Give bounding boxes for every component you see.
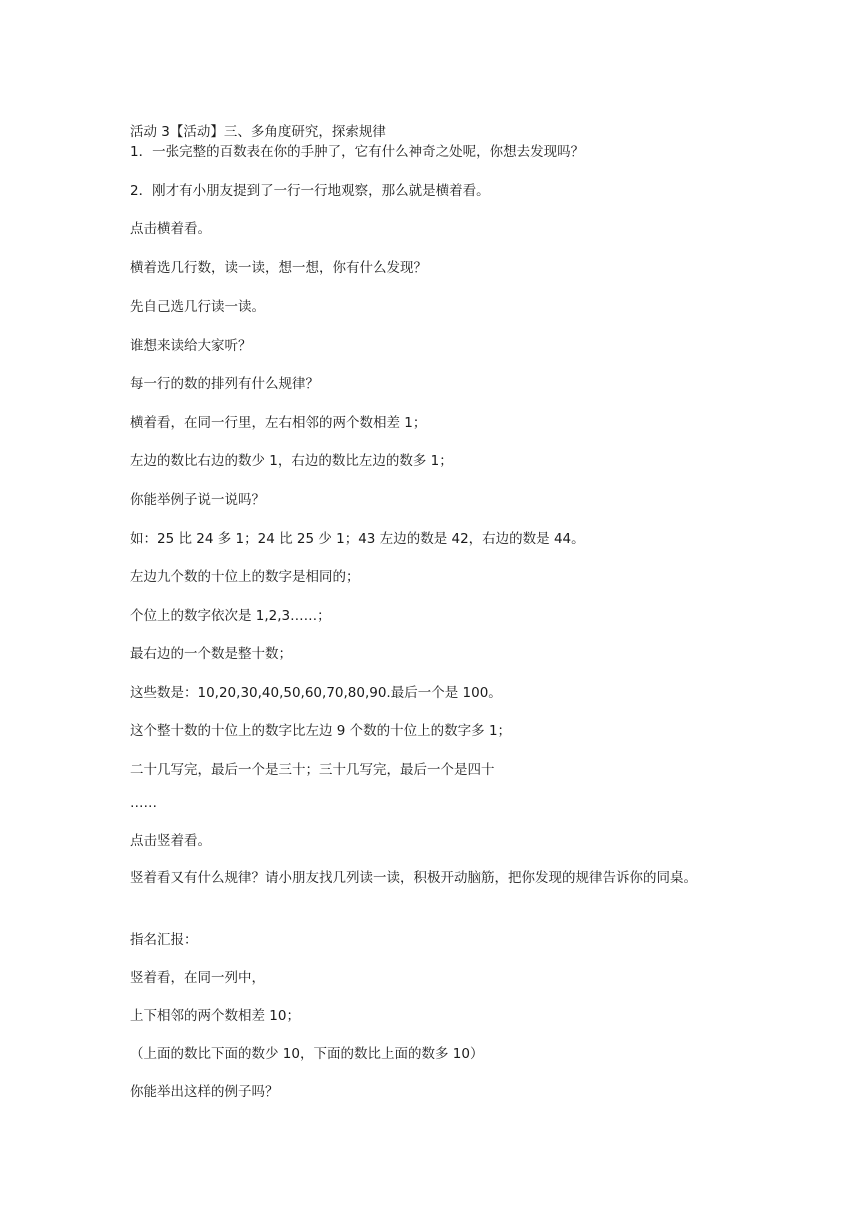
document-title: 活动 3【活动】三、多角度研究，探索规律 <box>130 124 386 140</box>
paragraph: 指名汇报： <box>130 932 198 948</box>
paragraph: 这个整十数的十位上的数字比左边 9 个数的十位上的数字多 1； <box>130 723 512 739</box>
paragraph: 1．一张完整的百数表在你的手肿了，它有什么神奇之处呢，你想去发现吗？ <box>130 144 585 160</box>
paragraph: …… <box>130 795 157 811</box>
paragraph: 谁想来读给大家听？ <box>130 338 252 354</box>
paragraph: 上下相邻的两个数相差 10； <box>130 1008 300 1024</box>
paragraph: 最右边的一个数是整十数； <box>130 646 292 662</box>
paragraph: 横着看，在同一行里，左右相邻的两个数相差 1； <box>130 415 427 431</box>
paragraph: 如：25 比 24 多 1；24 比 25 少 1；43 左边的数是 42，右边的数是 44。 <box>130 531 585 547</box>
paragraph: 点击竖着看。 <box>130 833 211 849</box>
paragraph: 点击横着看。 <box>130 221 211 237</box>
paragraph: 二十几写完，最后一个是三十；三十几写完，最后一个是四十 <box>130 762 495 778</box>
paragraph: 你能举例子说一说吗？ <box>130 492 265 508</box>
paragraph: 你能举出这样的例子吗？ <box>130 1084 279 1100</box>
paragraph: （上面的数比下面的数少 10，下面的数比上面的数多 10） <box>130 1046 484 1062</box>
paragraph: 竖着看，在同一列中， <box>130 970 265 986</box>
paragraph: 竖着看又有什么规律？请小朋友找几列读一读，积极开动脑筋，把你发现的规律告诉你的同桌。 <box>130 870 697 886</box>
paragraph: 左边九个数的十位上的数字是相同的； <box>130 569 360 585</box>
paragraph: 每一行的数的排列有什么规律？ <box>130 376 319 392</box>
paragraph: 横着选几行数，读一读，想一想，你有什么发现？ <box>130 260 427 276</box>
paragraph: 先自己选几行读一读。 <box>130 299 265 315</box>
paragraph: 这些数是：10,20,30,40,50,60,70,80,90.最后一个是 100。 <box>130 685 502 701</box>
paragraph: 左边的数比右边的数少 1，右边的数比左边的数多 1； <box>130 453 453 469</box>
paragraph: 个位上的数字依次是 1,2,3……； <box>130 608 331 624</box>
paragraph: 2．刚才有小朋友提到了一行一行地观察，那么就是横着看。 <box>130 183 490 199</box>
